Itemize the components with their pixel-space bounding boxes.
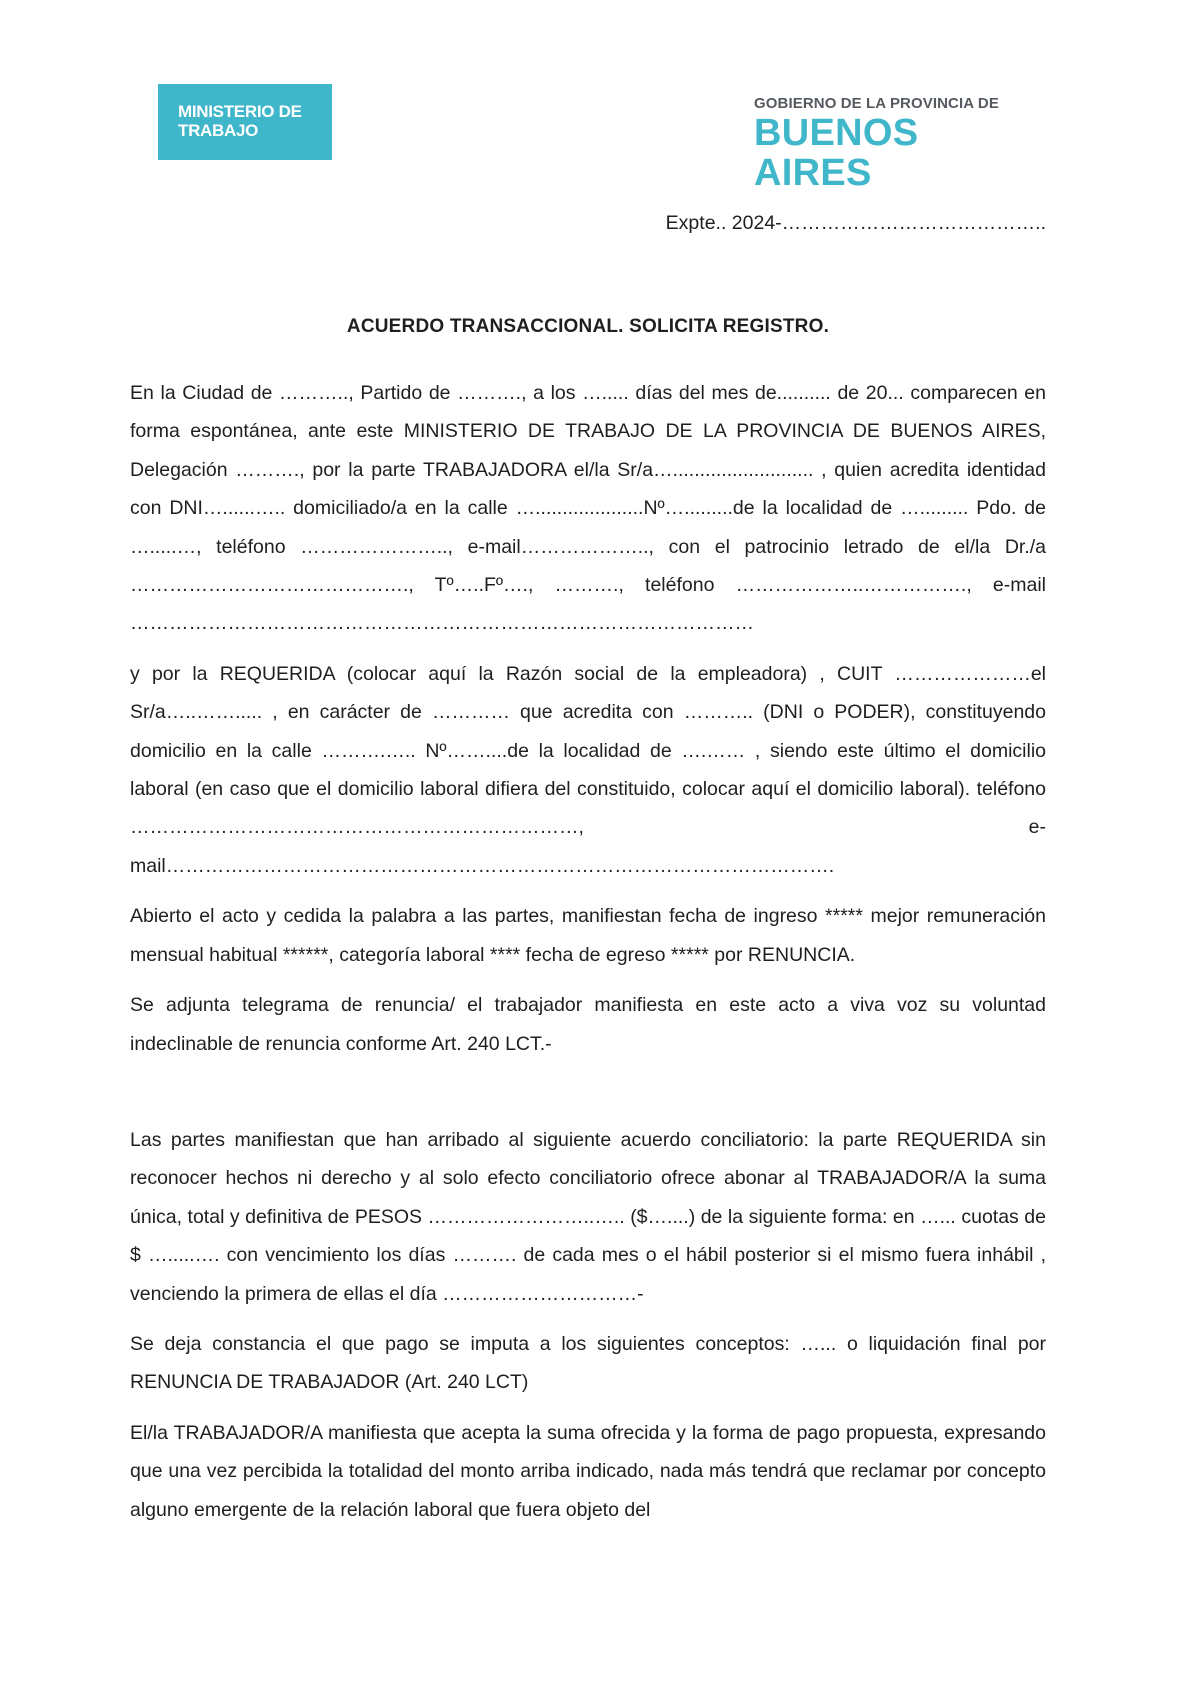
gov-logo-line-1: GOBIERNO DE LA PROVINCIA DE [754,95,999,112]
paragraph-acuerdo: Las partes manifiestan que han arribado al siguiente acuerdo conciliatorio: la parte REQUERIDA sin reconocer hechos ni derecho y al solo efecto conciliatorio ofrece abonar al TRABAJADOR/A la suma única, total y definitiva de PESOS ……………………..….. ($…....) de la siguiente forma: en …... cuotas de $ ….....…. con vencimiento los días ………. de cada mes o el hábil posterior si el mismo fuera inhábil , venciendo la primera de ellas el día …………………………- [130,1128,1046,1305]
ministry-logo-line-1: MINISTERIO DE [178,102,302,121]
document-title: ACUERDO TRANSACCIONAL. SOLICITA REGISTRO. [346,316,830,337]
paragraph-acto: Abierto el acto y cedida la palabra a las partes, manifiestan fecha de ingreso ***** mejor remuneración mensual habitual ******, categoría laboral **** fecha de egreso ***** por RENUNCIA. [130,905,1046,966]
ministerio-trabajo-logo [158,84,332,160]
paragraph-conceptos: Se deja constancia el que pago se imputa a los siguientes conceptos: …... o liquidación final por RENUNCIA DE TRABAJADOR (Art. 240 LCT) [130,1332,1046,1394]
gov-logo-line-2: BUENOS AIRES [754,112,919,194]
gobierno-buenos-aires-logo [754,95,1044,193]
paragraph-aceptacion: El/la TRABAJADOR/A manifiesta que acepta la suma ofrecida y la forma de pago propuesta, expresando que una vez percibida la totalidad del monto arriba indicado, nada más tendrá que reclamar por concepto alguno emergente de la relación laboral que fuera objeto del [130,1421,1046,1521]
paragraph-comparecencia: En la Ciudad de ……….., Partido de ………., a los …..... días del mes de.......... de 20... comparecen en forma espontánea, ante este MINISTERIO DE TRABAJO DE LA PROVINCIA DE BUENOS AIRES, Delegación ………., por la parte TRABAJADORA el/la Sr/a….......................... , quien acredita identidad con DNI…......….. domiciliado/a en la calle …....................Nº….........de la localidad de …......... Pdo. de ….....…, teléfono ………………….., e-mail……………….., con el patrocinio letrado de el/la Dr./a ……………………………………., Tº…..Fº…., ………., teléfono ………………..……………., e-mail …………………………………………………………………………………… [130,382,1046,635]
ministry-logo-line-2: TRABAJO [178,121,259,140]
document-body [130,374,1046,1541]
paragraph-telegrama: Se adjunta telegrama de renuncia/ el trabajador manifiesta en este acto a viva voz su voluntad indeclinable de renuncia conforme Art. 240 LCT.- [130,994,1046,1055]
paragraph-requerida: y por la REQUERIDA (colocar aquí la Razón social de la empleadora) , CUIT …………………el Sr/a…..……..... , en carácter de ………… que acredita con ……….. (DNI o PODER), constituyendo domicilio en la calle ……….….. Nº……....de la localidad de ….…… , siendo este último el domicilio laboral (en caso que el domicilio laboral difiera del constituido, colocar aquí el domicilio laboral). teléfono ……………………………………………………………, e-mail…………………………………………………………………………………………. [130,662,1046,877]
expediente-number: Expte.. 2024-………………………………….. [665,212,1046,234]
